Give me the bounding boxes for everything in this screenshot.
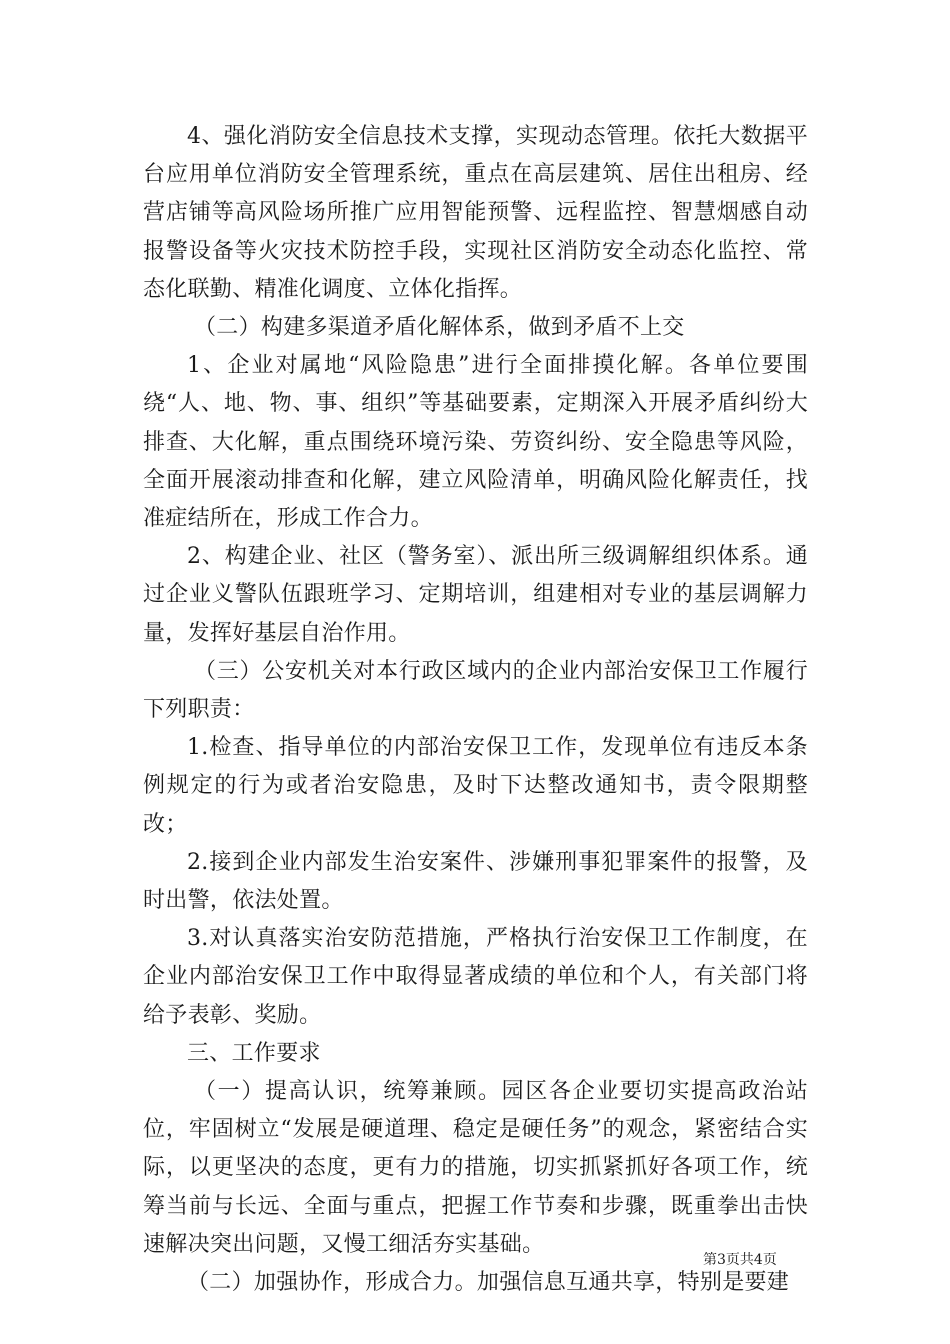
paragraph-duty-commendation: 3.对认真落实治安防范措施，严格执行治安保卫工作制度，在企业内部治安保卫工作中取得显著成绩的单位和个人，有关部门将给予表彰、奖励。 [143, 926, 808, 1028]
paragraph-risk-investigation: 1、企业对属地“风险隐患”进行全面排摸化解。各单位要围绕“人、地、物、事、组织”等基础要素，定期深入开展矛盾纠纷大排查、大化解，重点围绕环境污染、劳资纠纷、安全隐患等风险，全面开展滚动排查和化解，建立风险清单，明确风险化解责任，找准症结所在，形成工作合力。 [143, 353, 808, 532]
paragraph-duty-response: 2.接到企业内部发生治安案件、涉嫌刑事犯罪案件的报警，及时出警，依法处置。 [143, 849, 808, 914]
paragraph-raise-awareness: （一）提高认识，统筹兼顾。园区各企业要切实提高政治站位，牢固树立“发展是硬道理、稳定是硬任务”的观念，紧密结合实际，以更坚决的态度，更有力的措施，切实抓紧抓好各项工作，统筹当前与长远、全面与重点，把握工作节奏和步骤，既重拳出击快速解决突出问题，又慢工细活夯实基础。 [143, 1079, 808, 1257]
section-heading-police-duties: （三）公安机关对本行政区域内的企业内部治安保卫工作履行下列职责： [143, 658, 808, 723]
document-body [143, 118, 808, 1302]
section-heading-conflict-resolution: （二）构建多渠道矛盾化解体系，做到矛盾不上交 [194, 315, 685, 341]
paragraph-mediation-system: 2、构建企业、社区（警务室）、派出所三级调解组织体系。通过企业义警队伍跟班学习、定期培训，组建相对专业的基层调解力量，发挥好基层自治作用。 [143, 544, 808, 646]
section-heading-work-requirements: 三、工作要求 [187, 1040, 321, 1066]
paragraph-strengthen-cooperation: （二）加强协作，形成合力。加强信息互通共享，特别是要建 [187, 1270, 790, 1296]
page-number-footer: 第3页共4页 [703, 1252, 777, 1268]
paragraph-duty-inspection: 1.检查、指导单位的内部治安保卫工作，发现单位有违反本条例规定的行为或者治安隐患，及时下达整改通知书，责令限期整改； [143, 735, 808, 837]
paragraph-fire-safety-tech: 4、强化消防安全信息技术支撑，实现动态管理。依托大数据平台应用单位消防安全管理系统，重点在高层建筑、居住出租房、经营店铺等高风险场所推广应用智能预警、远程监控、智慧烟感自动报警设备等火灾技术防控手段，实现社区消防安全动态化监控、常态化联勤、精准化调度、立体化指挥。 [143, 124, 808, 302]
